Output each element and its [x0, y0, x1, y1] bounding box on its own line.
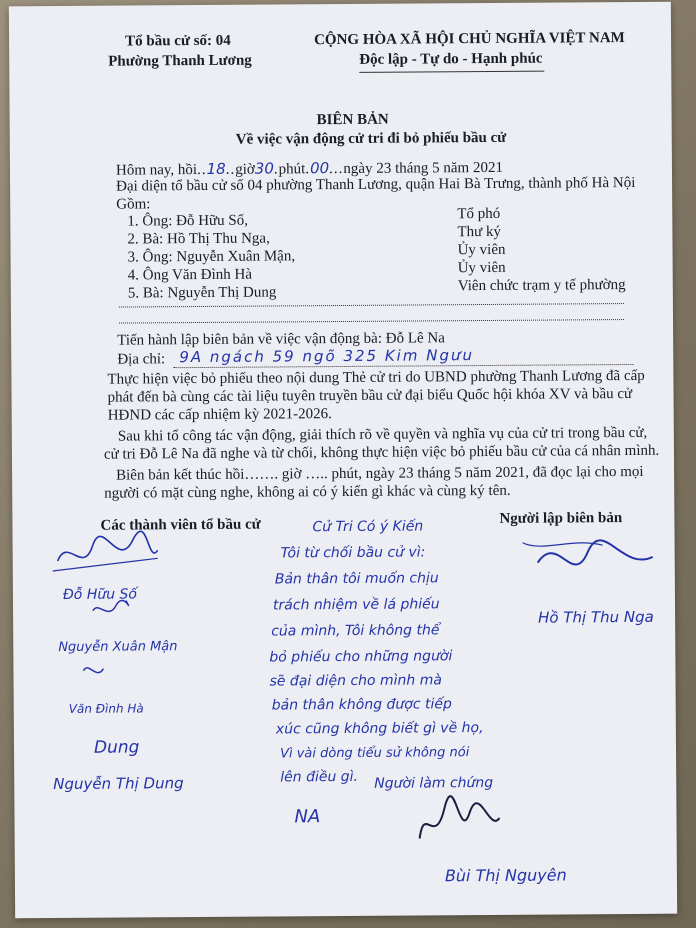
- document-page: [9, 2, 677, 919]
- witness-signed-name: Bùi Thị Nguyên: [444, 865, 567, 886]
- member-name: 3. Ông: Nguyễn Xuân Mận,: [127, 248, 296, 266]
- national-motto: Độc lập - Tự do - Hạnh phúc: [359, 50, 543, 68]
- member-signed-name: Đỗ Hữu Số: [62, 586, 138, 603]
- ward-name: Phường Thanh Lương: [108, 52, 252, 70]
- author-signature: [502, 527, 673, 638]
- witness-signature-scribble: [419, 796, 499, 839]
- voter-line: bản thân không được tiếp: [271, 696, 452, 714]
- minute-value: 30: [254, 159, 274, 178]
- voter-and-witness-signatures: [284, 762, 645, 905]
- paragraph-line: Biên bản kết thúc hồi……. giờ ….. phút, ngày 23 tháng 5 năm 2021, đã đọc lại cho mọi: [116, 463, 644, 484]
- witness-label: Người làm chứng: [374, 774, 494, 792]
- paragraph-line: cử tri Đỗ Lê Na đã nghe và từ chối, không thực hiện việc bỏ phiếu bầu cử của cá nhân mình.: [103, 442, 660, 463]
- time-prefix: Hôm nay, hồi: [115, 162, 198, 179]
- member-name: 4. Ông Văn Đình Hà: [127, 266, 253, 284]
- members-signatures: [37, 530, 239, 811]
- voter-line: bỏ phiếu cho những người: [269, 648, 453, 666]
- member-name: 5. Bà: Nguyễn Thị Dung: [127, 284, 277, 302]
- member-role: Tổ phó: [457, 205, 501, 223]
- member-signature: Dung: [93, 737, 140, 758]
- signature-scribble: [57, 531, 157, 561]
- document-title: BIÊN BẢN: [316, 111, 389, 129]
- paragraph-line: người có mặt cùng nghe, không ai có ý kiến gì khác và cùng ký tên.: [104, 482, 511, 502]
- country-name: CỘNG HÒA XÃ HỘI CHỦ NGHĨA VIỆT NAM: [314, 30, 625, 49]
- hour-value: 18: [206, 159, 226, 178]
- member-role: Viên chức trạm y tế phường: [457, 277, 626, 295]
- author-signature-heading: Người lập biên bản: [499, 510, 623, 527]
- author-signed-name: Hồ Thị Thu Nga: [538, 607, 654, 627]
- voter-line: Bản thân tôi muốn chịu: [274, 570, 439, 588]
- member-role: Ủy viên: [457, 241, 506, 259]
- hour-unit: giờ: [235, 161, 255, 178]
- address-label: Địa chỉ:: [117, 351, 166, 368]
- signature-scribble: [83, 668, 103, 673]
- meeting-time: Hôm nay, hồi..18..giờ30.phút.00...ngày 23 tháng 5 năm 2021: [115, 159, 504, 179]
- campaign-line: Tiến hành lập biên bản về việc vận động bà: Đỗ Lê Na: [117, 330, 445, 349]
- voter-line: lên điều gì.: [280, 768, 359, 786]
- meeting-date: ngày 23 tháng 5 năm 2021: [343, 159, 504, 177]
- dotted-line: [119, 319, 624, 324]
- paragraph-line: phát đến bà cùng các tài liệu tuyên truyền bầu cử đại biểu Quốc hội khóa XV và bầu cử: [107, 385, 633, 406]
- member-role: Thư ký: [457, 223, 502, 241]
- member-signed-name: Nguyễn Thị Dung: [53, 774, 184, 794]
- voter-line: Tôi từ chối bầu cử vì:: [280, 544, 426, 562]
- paragraph-line: Thực hiện việc bỏ phiếu theo nội dung Thẻ cử tri do UBND phường Thanh Lương đã cấp: [107, 367, 645, 388]
- voter-line: trách nhiệm về lá phiếu: [272, 596, 440, 614]
- polling-unit: Tổ bầu cử số: 04: [125, 32, 231, 50]
- member-name: 2. Bà: Hồ Thị Thu Nga,: [127, 230, 270, 248]
- member-signed-name: Nguyễn Xuân Mận: [58, 639, 178, 655]
- document-subtitle: Về việc vận động cử tri đi bỏ phiếu bầu cử: [235, 129, 507, 148]
- motto-underline: [359, 71, 544, 73]
- members-label: Gồm:: [116, 196, 151, 213]
- voter-line: Vì vài dòng tiểu sử không nói: [279, 745, 470, 762]
- member-name: 1. Ông: Đỗ Hữu Số,: [127, 212, 249, 230]
- representative-line: Đại diện tổ bầu cử số 04 phường Thanh Lương, quận Hai Bà Trưng, thành phố Hà Nội: [116, 174, 636, 195]
- dotted-line: [119, 303, 624, 308]
- paragraph-line: Sau khi tổ công tác vận động, giải thích rõ về quyền và nghĩa vụ của cử tri trong bầu cử,: [117, 424, 648, 445]
- voter-signature: NA: [294, 806, 321, 828]
- signature-stroke: [53, 558, 158, 571]
- voter-line: sẽ đại diện cho mình mà: [269, 672, 443, 690]
- paragraph-line: HĐND các cấp nhiệm kỳ 2021-2026.: [107, 406, 332, 424]
- members-signature-heading: Các thành viên tổ bầu cử: [100, 516, 261, 534]
- voter-line: của mình, Tôi không thể: [271, 622, 440, 640]
- minute-unit: phút: [278, 161, 306, 178]
- second-value: 00: [309, 159, 330, 178]
- member-signed-name: Văn Đình Hà: [68, 701, 144, 716]
- voter-heading: Cử Tri Có ý Kiến: [312, 518, 424, 536]
- address-handwritten: 9A ngách 59 ngõ 325 Kim Ngưu: [179, 346, 475, 367]
- voter-line: xúc cũng không biết gì về họ,: [275, 720, 484, 738]
- member-role: Ủy viên: [457, 259, 506, 277]
